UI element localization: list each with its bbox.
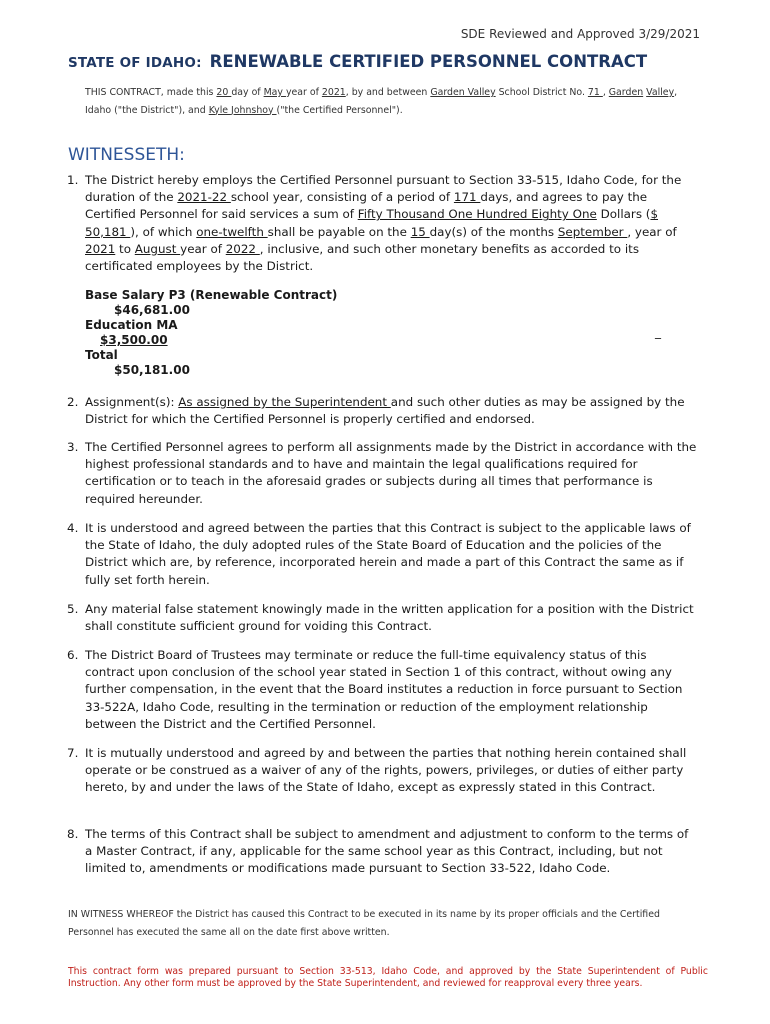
intro-text: ("the Certified Personnel"). xyxy=(276,104,403,116)
section-text: The District Board of Trustees may terminate or reduce the full-time equivalency status of this contract upon conclusion of the school year stated in Section 1 of this contract, without owing any further compensation, in the event that the Board institutes a reduction in force pursuant to Section 33-522A, Idaho Code, resulting in the termination or reduction of the employment relationship between the District and the Certified Personnel. xyxy=(85,648,683,731)
month-field: May xyxy=(263,87,286,98)
text-run: year of xyxy=(180,241,226,256)
base-salary-amount: $46,681.00 xyxy=(114,303,190,317)
year-field: 2021 xyxy=(321,87,346,98)
section-number: 2. xyxy=(67,395,79,409)
section-text: The Certified Personnel agrees to perform all assignments made by the District in accordance with the highest professional standards and to have and maintain the legal qualifications required for certification or to teach in the aforesaid grades or subjects during all times that performance is required hereunder. xyxy=(85,440,697,506)
section-number: 1. xyxy=(67,173,79,187)
intro-text: , by and between xyxy=(345,87,431,98)
from-month-field: September xyxy=(557,224,628,239)
state-label: STATE OF IDAHO: xyxy=(68,55,202,71)
dash-mark: _ xyxy=(655,325,661,339)
assignment-field: As assigned by the Superintendent xyxy=(178,395,391,409)
base-salary-label: Base Salary P3 (Renewable Contract) xyxy=(85,288,338,302)
contract-title: RENEWABLE CERTIFIED PERSONNEL CONTRACT xyxy=(209,52,648,71)
section-number: 7. xyxy=(67,746,79,760)
section-3 xyxy=(67,439,699,508)
text-run: school year, consisting of a period of xyxy=(230,190,454,205)
district-number-field: 71 xyxy=(587,87,603,98)
section-7 xyxy=(67,745,699,797)
from-year-field: 2021 xyxy=(85,241,116,256)
section-text: Any material false statement knowingly made in the written application for a position with the District shall constitute sufficient ground for voiding this Contract. xyxy=(85,602,694,634)
intro-text: , xyxy=(602,87,609,98)
review-stamp: SDE Reviewed and Approved 3/29/2021 xyxy=(460,27,700,41)
witness-whereof-paragraph: IN WITNESS WHEREOF the District has caused this Contract to be executed in its name by its proper officials and the Certified Personnel has executed the same all on the date first above written. xyxy=(68,909,660,938)
text-run: to xyxy=(115,241,135,256)
section-1 xyxy=(67,172,699,275)
section-text xyxy=(85,394,699,428)
text-run: ), of which xyxy=(130,224,197,239)
section-number: 5. xyxy=(67,602,79,616)
text-run: The District hereby employs the Certified Personnel pursuant to Section 33-515, Idaho Code, for the duration of the xyxy=(85,173,682,205)
education-amount: $3,500.00 xyxy=(100,333,168,347)
to-month-field: August xyxy=(134,241,181,256)
district-city-field: Garden xyxy=(608,87,644,98)
intro-text: year of xyxy=(285,87,322,98)
intro-text: THIS CONTRACT, made this xyxy=(85,87,217,98)
district-name-field: Garden Valley xyxy=(430,87,496,98)
section-text: It is understood and agreed between the parties that this Contract is subject to the applicable laws of the State of Idaho, the duly adopted rules of the State Board of Education and the policies of the District which are, by reference, incorporated herein and made a part of this Contract the same as if fully set forth herein. xyxy=(85,521,691,587)
section-4 xyxy=(67,520,699,589)
education-label: Education MA xyxy=(85,318,178,332)
intro-text: day of xyxy=(231,87,264,98)
sum-words-field: Fifty Thousand One Hundred Eighty One xyxy=(357,207,597,222)
section-text xyxy=(85,172,699,275)
witnesseth-heading: WITNESSETH: xyxy=(68,145,185,165)
sum-number-field: $ 50,181 xyxy=(85,207,659,239)
text-run: shall be payable on the xyxy=(267,224,411,239)
document-title xyxy=(68,52,708,71)
day-field: 20 xyxy=(216,87,232,98)
section-number: 4. xyxy=(67,521,79,535)
days-field: 171 xyxy=(453,190,481,205)
to-year-field: 2022 xyxy=(225,241,260,256)
total-amount: $50,181.00 xyxy=(114,363,190,377)
text-run: , inclusive, and such other monetary benefits as accorded to its certificated employees by the District. xyxy=(85,241,640,274)
section-number: 3. xyxy=(67,440,79,454)
section-text: The terms of this Contract shall be subject to amendment and adjustment to conform to the terms of a Master Contract, if any, applicable for the same school year as this Contract, including, but not limited to, amendments or modifications made pursuant to Section 33-522, Idaho Code. xyxy=(85,827,689,876)
text-run: Dollars ( xyxy=(596,207,651,222)
portion-field: one-twelfth xyxy=(196,224,268,239)
text-run: days, and agrees to pay the Certified Personnel for said services a sum of xyxy=(85,190,648,222)
text-run: Assignment(s): xyxy=(85,395,179,409)
intro-paragraph xyxy=(85,84,697,119)
section-text: It is mutually understood and agreed by and between the parties that nothing herein contained shall operate or be construed as a waiver of any of the rights, powers, privileges, or duties of either party hereto, by and under the laws of the State of Idaho, except as expressly stated in this Contract. xyxy=(85,746,687,795)
total-label: Total xyxy=(85,348,118,362)
section-number: 6. xyxy=(67,648,79,662)
section-8 xyxy=(67,826,699,878)
section-2 xyxy=(67,394,699,428)
form-approval-notice: This contract form was prepared pursuant to Section 33-513, Idaho Code, and approved by the State Superintendent of Public Instruction. Any other form must be approved by the State Superintendent, and reviewed for reapproval every three years. xyxy=(68,966,708,989)
text-run: day(s) of the months xyxy=(429,224,558,239)
pay-day-field: 15 xyxy=(410,224,430,239)
intro-text: , Idaho ("the District"), and xyxy=(85,87,678,116)
section-number: 8. xyxy=(67,827,79,841)
section-5 xyxy=(67,601,699,635)
school-year-field: 2021-22 xyxy=(177,190,231,205)
text-run: , year of xyxy=(627,224,677,239)
salary-breakdown xyxy=(85,288,337,378)
intro-text: School District No. xyxy=(495,87,588,98)
personnel-name-field: Kyle Johnshoy xyxy=(208,104,277,116)
text-run: and such other duties as may be assigned by the District for which the Certified Personnel is properly certified and endorsed. xyxy=(85,395,685,427)
district-city-field: Valley xyxy=(646,87,675,98)
section-6 xyxy=(67,647,699,733)
